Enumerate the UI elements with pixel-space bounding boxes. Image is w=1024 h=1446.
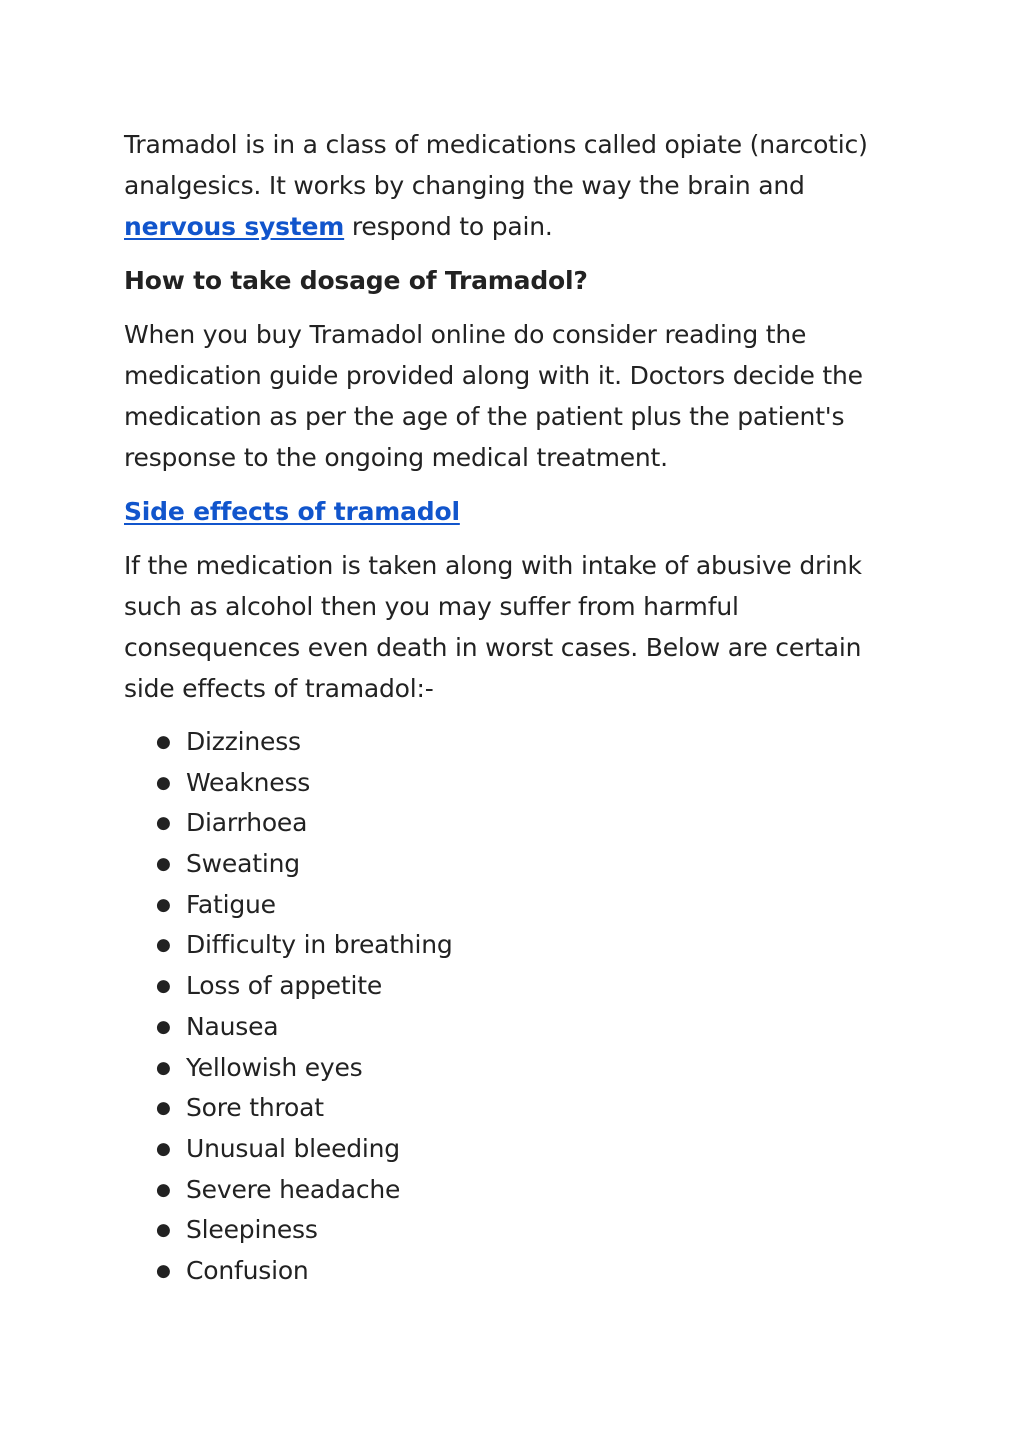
bullet-icon: ● xyxy=(156,976,171,997)
side-effects-list xyxy=(124,722,894,1292)
bullet-icon: ● xyxy=(156,732,171,752)
bullet-icon: ● xyxy=(156,813,171,834)
intro-paragraph xyxy=(124,124,894,247)
list-item xyxy=(156,1170,894,1211)
list-item xyxy=(156,844,894,885)
bullet-icon: ● xyxy=(156,1260,171,1281)
list-item-label: Loss of appetite xyxy=(186,971,382,1001)
bullet-icon: ● xyxy=(156,772,171,793)
list-item-label: Weakness xyxy=(186,767,311,797)
list-item-label: Confusion xyxy=(186,1255,309,1285)
list-item-label: Nausea xyxy=(186,1011,279,1041)
list-item xyxy=(156,1048,894,1089)
list-item xyxy=(156,925,894,966)
bullet-icon: ● xyxy=(156,1220,171,1241)
bullet-icon: ● xyxy=(156,854,171,875)
intro-text-after: respond to pain. xyxy=(344,212,553,241)
dosage-heading: How to take dosage of Tramadol? xyxy=(124,266,588,295)
list-item xyxy=(156,803,894,844)
list-item-label: Dizziness xyxy=(186,727,301,756)
side-effects-paragraph: If the medication is taken along with intake of abusive drink such as alcohol then you may suffer from harmful consequences even death in worst cases. Below are certain side effects of tramadol:- xyxy=(124,551,862,703)
bullet-icon: ● xyxy=(156,1138,171,1159)
list-item xyxy=(156,1007,894,1048)
list-item xyxy=(156,966,894,1007)
list-item xyxy=(156,763,894,804)
bullet-icon: ● xyxy=(156,1016,171,1037)
bullet-icon: ● xyxy=(156,1179,171,1200)
list-item-label: Yellowish eyes xyxy=(186,1052,363,1082)
list-item-label: Unusual bleeding xyxy=(186,1133,400,1163)
list-item-label: Difficulty in breathing xyxy=(186,930,453,960)
bullet-icon: ● xyxy=(156,894,171,915)
list-item-label: Sleepiness xyxy=(186,1215,318,1245)
side-effects-heading-row xyxy=(124,491,894,532)
list-item xyxy=(156,1210,894,1251)
bullet-icon: ● xyxy=(156,935,171,956)
list-item xyxy=(156,885,894,926)
list-item-label: Fatigue xyxy=(186,889,276,919)
list-item xyxy=(156,1129,894,1170)
bullet-icon: ● xyxy=(156,1057,171,1078)
side-effects-link[interactable]: Side effects of tramadol xyxy=(124,497,460,526)
dosage-paragraph: When you buy Tramadol online do consider reading the medication guide provided along with it. Doctors decide the medication as per the age of the patient plus the patient's response to the ongoing medical treatment. xyxy=(124,320,863,472)
intro-text-before: Tramadol is in a class of medications called opiate (narcotic) analgesics. It works by changing the way the brain and xyxy=(124,130,868,200)
list-item xyxy=(156,1251,894,1292)
nervous-system-link[interactable]: nervous system xyxy=(124,212,345,241)
list-item-label: Sore throat xyxy=(186,1093,324,1123)
list-item xyxy=(156,1088,894,1129)
list-item-label: Sweating xyxy=(186,849,300,879)
bullet-icon: ● xyxy=(156,1098,171,1119)
list-item-label: Diarrhoea xyxy=(186,808,308,838)
document-page xyxy=(124,124,894,1292)
list-item-label: Severe headache xyxy=(186,1174,401,1204)
list-item xyxy=(156,722,894,763)
